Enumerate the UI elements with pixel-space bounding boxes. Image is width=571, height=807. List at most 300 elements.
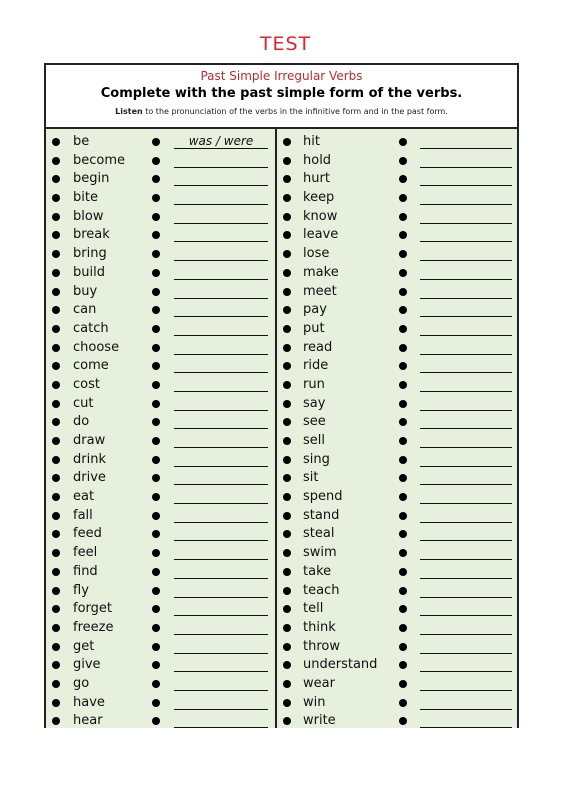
- bullet-icon: [52, 717, 60, 725]
- bullet-icon: [283, 418, 291, 426]
- bullet-icon: [152, 381, 160, 389]
- verb-row: [46, 170, 275, 189]
- bullet-icon: [52, 624, 60, 632]
- past-form-field[interactable]: [420, 339, 512, 355]
- bullet-icon: [283, 213, 291, 221]
- verb-row: [46, 376, 275, 395]
- verb-row: [277, 525, 517, 544]
- worksheet-instruction: Complete with the past simple form of the verbs.: [100, 86, 463, 101]
- bullet-icon: [399, 362, 407, 370]
- left-column: [46, 133, 275, 731]
- bullet-icon: [52, 549, 60, 557]
- verb-row: [277, 208, 517, 227]
- bullet-icon: [399, 175, 407, 183]
- verb-infinitive: sing: [303, 451, 330, 467]
- bullet-icon: [152, 456, 160, 464]
- past-form-field[interactable]: [174, 507, 268, 523]
- past-form-field[interactable]: [174, 469, 268, 485]
- bullet-icon: [283, 512, 291, 520]
- verb-row: [46, 339, 275, 358]
- verb-row: [46, 563, 275, 582]
- bullet-icon: [152, 175, 160, 183]
- verb-row: [277, 189, 517, 208]
- verb-infinitive: say: [303, 395, 326, 411]
- verb-infinitive: become: [73, 152, 126, 168]
- bullet-icon: [399, 194, 407, 202]
- verb-infinitive: draw: [73, 433, 106, 448]
- past-form-field[interactable]: [420, 413, 512, 429]
- bullet-icon: [283, 325, 291, 333]
- bullet-icon: [52, 381, 60, 389]
- bullet-icon: [52, 493, 60, 501]
- verb-row: [277, 152, 517, 171]
- bullet-icon: [399, 138, 407, 146]
- verb-row: [277, 619, 517, 638]
- verb-infinitive: know: [303, 208, 338, 224]
- verb-infinitive: hurt: [303, 171, 330, 187]
- bullet-icon: [283, 493, 291, 501]
- verb-infinitive: cost: [73, 376, 100, 392]
- bullet-icon: [152, 231, 160, 239]
- verb-infinitive: bring: [73, 246, 107, 262]
- bullet-icon: [52, 437, 60, 445]
- past-form-field[interactable]: [420, 600, 512, 616]
- verb-infinitive: swim: [303, 545, 337, 561]
- bullet-icon: [52, 456, 60, 464]
- verb-row: [277, 357, 517, 376]
- past-form-field[interactable]: [420, 656, 512, 672]
- bullet-icon: [52, 605, 60, 613]
- verb-infinitive: forget: [73, 601, 112, 617]
- verb-infinitive: blow: [73, 208, 104, 224]
- past-form-field[interactable]: [420, 133, 512, 149]
- bullet-icon: [399, 437, 407, 445]
- verb-infinitive: stand: [303, 507, 340, 523]
- past-form-field[interactable]: [174, 208, 268, 224]
- bullet-icon: [152, 699, 160, 707]
- verb-row: [277, 376, 517, 395]
- verb-row: [46, 395, 275, 414]
- bullet-icon: [152, 269, 160, 277]
- bullet-icon: [152, 362, 160, 370]
- past-form-field[interactable]: [174, 638, 268, 654]
- verb-row: [277, 488, 517, 507]
- verb-row: [277, 675, 517, 694]
- bullet-icon: [399, 699, 407, 707]
- bullet-icon: [283, 643, 291, 651]
- verb-row: [46, 694, 275, 713]
- verb-row: [277, 638, 517, 657]
- verb-row: [46, 226, 275, 245]
- verb-row: [277, 170, 517, 189]
- bullet-icon: [152, 512, 160, 520]
- past-form-field[interactable]: [420, 264, 512, 280]
- verb-row: [277, 395, 517, 414]
- verb-infinitive: freeze: [73, 619, 114, 635]
- bullet-icon: [399, 474, 407, 482]
- bullet-icon: [283, 456, 291, 464]
- past-form-field[interactable]: [420, 226, 512, 242]
- bullet-icon: [399, 231, 407, 239]
- verb-infinitive: feel: [73, 545, 98, 561]
- past-form-field[interactable]: [174, 582, 268, 598]
- verb-infinitive: understand: [303, 657, 378, 673]
- verb-infinitive: sit: [303, 470, 319, 486]
- bullet-icon: [52, 400, 60, 408]
- verb-row: [46, 208, 275, 227]
- verb-infinitive: ride: [303, 358, 329, 374]
- past-form-field[interactable]: [174, 339, 268, 355]
- bullet-icon: [52, 138, 60, 146]
- past-form-field[interactable]: [174, 283, 268, 299]
- verb-infinitive: tell: [303, 601, 324, 617]
- bullet-icon: [283, 530, 291, 538]
- verb-infinitive: have: [73, 694, 105, 710]
- verb-infinitive: hit: [303, 134, 320, 149]
- bullet-icon: [399, 269, 407, 277]
- verb-infinitive: pay: [303, 302, 327, 318]
- note-bold: Listen: [115, 107, 143, 116]
- verb-infinitive: see: [303, 414, 326, 430]
- past-form-field[interactable]: [174, 694, 268, 710]
- verb-infinitive: teach: [303, 582, 340, 598]
- past-form-field[interactable]: [174, 712, 268, 728]
- verb-row: [46, 320, 275, 339]
- bullet-icon: [399, 661, 407, 669]
- verb-infinitive: do: [73, 414, 90, 430]
- verb-row: [46, 619, 275, 638]
- verb-infinitive: bite: [73, 190, 98, 206]
- page-title: TEST: [259, 33, 312, 55]
- verb-row: [46, 357, 275, 376]
- bullet-icon: [283, 680, 291, 688]
- bullet-icon: [283, 306, 291, 314]
- past-form-field[interactable]: [174, 376, 268, 392]
- bullet-icon: [152, 605, 160, 613]
- verb-row: [46, 283, 275, 302]
- verb-table: [46, 127, 517, 728]
- verb-row: [277, 339, 517, 358]
- verb-infinitive: choose: [73, 339, 120, 355]
- bullet-icon: [283, 344, 291, 352]
- past-form-field[interactable]: [420, 432, 512, 448]
- verb-row: [46, 264, 275, 283]
- bullet-icon: [152, 661, 160, 669]
- bullet-icon: [152, 157, 160, 165]
- verb-infinitive: cut: [73, 395, 94, 411]
- bullet-icon: [52, 306, 60, 314]
- verb-infinitive: begin: [73, 171, 110, 187]
- past-form-field[interactable]: [174, 544, 268, 560]
- bullet-icon: [283, 138, 291, 146]
- bullet-icon: [283, 157, 291, 165]
- verb-row: [277, 264, 517, 283]
- bullet-icon: [283, 661, 291, 669]
- verb-row: [46, 507, 275, 526]
- bullet-icon: [52, 418, 60, 426]
- verb-infinitive: be: [73, 134, 90, 149]
- past-form-field[interactable]: [420, 208, 512, 224]
- bullet-icon: [152, 474, 160, 482]
- bullet-icon: [52, 699, 60, 707]
- past-form-field[interactable]: [174, 189, 268, 205]
- bullet-icon: [52, 568, 60, 576]
- past-form-field[interactable]: [174, 226, 268, 242]
- past-form-field[interactable]: [174, 413, 268, 429]
- verb-infinitive: give: [73, 657, 101, 673]
- verb-row: [277, 413, 517, 432]
- past-form-field[interactable]: [420, 507, 512, 523]
- verb-row: [46, 301, 275, 320]
- past-form-field[interactable]: [420, 301, 512, 317]
- bullet-icon: [152, 288, 160, 296]
- past-form-field[interactable]: [420, 488, 512, 504]
- past-form-field[interactable]: [174, 395, 268, 411]
- past-form-field[interactable]: [420, 170, 512, 186]
- past-form-field[interactable]: [174, 675, 268, 691]
- bullet-icon: [283, 605, 291, 613]
- bullet-icon: [52, 661, 60, 669]
- bullet-icon: [283, 717, 291, 725]
- verb-infinitive: catch: [73, 320, 109, 336]
- verb-infinitive: keep: [303, 190, 335, 206]
- past-form-field[interactable]: [174, 432, 268, 448]
- bullet-icon: [283, 362, 291, 370]
- bullet-icon: [52, 474, 60, 482]
- past-form-field[interactable]: [420, 525, 512, 541]
- bullet-icon: [52, 362, 60, 370]
- bullet-icon: [152, 250, 160, 258]
- past-form-field[interactable]: [174, 600, 268, 616]
- verb-row: [46, 600, 275, 619]
- verb-row: [277, 563, 517, 582]
- verb-row: [277, 507, 517, 526]
- past-form-field[interactable]: [174, 563, 268, 579]
- verb-infinitive: write: [303, 713, 336, 729]
- verb-infinitive: fall: [73, 507, 93, 523]
- bullet-icon: [152, 680, 160, 688]
- past-form-field[interactable]: was / were: [174, 133, 268, 149]
- note-rest: to the pronunciation of the verbs in the infinitive form and in the past form.: [142, 107, 448, 116]
- past-form-field[interactable]: [420, 638, 512, 654]
- verb-row: [277, 133, 517, 152]
- verb-row: [46, 488, 275, 507]
- past-form-field[interactable]: [420, 544, 512, 560]
- verb-row: [46, 432, 275, 451]
- past-form-field[interactable]: [174, 264, 268, 280]
- past-form-field[interactable]: [420, 189, 512, 205]
- verb-infinitive: eat: [73, 489, 95, 505]
- past-form-field[interactable]: [174, 451, 268, 467]
- verb-infinitive: leave: [303, 227, 339, 243]
- bullet-icon: [52, 213, 60, 221]
- bullet-icon: [399, 493, 407, 501]
- bullet-icon: [399, 400, 407, 408]
- past-form-field[interactable]: [174, 656, 268, 672]
- bullet-icon: [152, 530, 160, 538]
- bullet-icon: [152, 493, 160, 501]
- past-form-field[interactable]: [420, 245, 512, 261]
- verb-infinitive: can: [73, 302, 97, 318]
- bullet-icon: [399, 157, 407, 165]
- bullet-icon: [52, 250, 60, 258]
- past-form-field[interactable]: [420, 694, 512, 710]
- bullet-icon: [399, 568, 407, 576]
- bullet-icon: [152, 587, 160, 595]
- past-form-field[interactable]: [420, 451, 512, 467]
- bullet-icon: [152, 418, 160, 426]
- verb-row: [46, 544, 275, 563]
- past-form-field[interactable]: [174, 619, 268, 635]
- verb-infinitive: win: [303, 694, 326, 710]
- past-form-field[interactable]: [420, 619, 512, 635]
- verb-infinitive: throw: [303, 638, 340, 654]
- verb-infinitive: meet: [303, 283, 337, 299]
- bullet-icon: [152, 437, 160, 445]
- bullet-icon: [152, 325, 160, 333]
- bullet-icon: [283, 400, 291, 408]
- bullet-icon: [152, 344, 160, 352]
- verb-infinitive: build: [73, 264, 105, 280]
- bullet-icon: [283, 587, 291, 595]
- verb-infinitive: spend: [303, 489, 343, 505]
- verb-row: [277, 656, 517, 675]
- bullet-icon: [52, 643, 60, 651]
- past-form-field[interactable]: [420, 563, 512, 579]
- verb-infinitive: steal: [303, 526, 335, 542]
- bullet-icon: [283, 474, 291, 482]
- verb-row: [277, 301, 517, 320]
- past-form-field[interactable]: [420, 712, 512, 728]
- bullet-icon: [283, 381, 291, 389]
- verb-row: [277, 694, 517, 713]
- bullet-icon: [152, 194, 160, 202]
- bullet-icon: [52, 157, 60, 165]
- past-form-field[interactable]: [420, 152, 512, 168]
- verb-infinitive: drive: [73, 470, 106, 486]
- worksheet-subtitle: Past Simple Irregular Verbs: [200, 69, 363, 83]
- bullet-icon: [283, 288, 291, 296]
- verb-row: [46, 656, 275, 675]
- past-form-field[interactable]: [174, 301, 268, 317]
- verb-row: [46, 245, 275, 264]
- bullet-icon: [283, 624, 291, 632]
- bullet-icon: [399, 530, 407, 538]
- bullet-icon: [283, 231, 291, 239]
- bullet-icon: [52, 194, 60, 202]
- verb-infinitive: buy: [73, 283, 98, 299]
- verb-row: [46, 133, 275, 152]
- bullet-icon: [152, 138, 160, 146]
- verb-infinitive: sell: [303, 433, 325, 448]
- bullet-icon: [399, 213, 407, 221]
- past-form-field[interactable]: [420, 357, 512, 373]
- bullet-icon: [152, 306, 160, 314]
- verb-infinitive: drink: [73, 451, 106, 467]
- bullet-icon: [152, 643, 160, 651]
- bullet-icon: [52, 530, 60, 538]
- verb-infinitive: make: [303, 264, 339, 280]
- verb-row: [277, 320, 517, 339]
- verb-infinitive: fly: [73, 582, 89, 598]
- verb-infinitive: break: [73, 227, 110, 243]
- verb-infinitive: take: [303, 563, 332, 579]
- past-form-field[interactable]: [174, 357, 268, 373]
- verb-row: [277, 245, 517, 264]
- bullet-icon: [283, 175, 291, 183]
- bullet-icon: [399, 717, 407, 725]
- verb-infinitive: wear: [303, 675, 335, 691]
- past-form-field[interactable]: [174, 525, 268, 541]
- bullet-icon: [399, 549, 407, 557]
- verb-row: [46, 469, 275, 488]
- verb-infinitive: hold: [303, 152, 332, 168]
- bullet-icon: [152, 549, 160, 557]
- verb-row: [277, 226, 517, 245]
- bullet-icon: [52, 680, 60, 688]
- bullet-icon: [283, 549, 291, 557]
- worksheet: [44, 63, 519, 728]
- bullet-icon: [52, 587, 60, 595]
- bullet-icon: [399, 512, 407, 520]
- bullet-icon: [399, 325, 407, 333]
- worksheet-note: [46, 107, 517, 116]
- verb-row: [46, 189, 275, 208]
- past-form-field[interactable]: [420, 320, 512, 336]
- verb-infinitive: run: [303, 376, 325, 392]
- bullet-icon: [152, 568, 160, 576]
- verb-infinitive: read: [303, 339, 333, 355]
- past-form-field[interactable]: [420, 469, 512, 485]
- past-form-field[interactable]: [420, 395, 512, 411]
- verb-row: [277, 451, 517, 470]
- bullet-icon: [399, 250, 407, 258]
- bullet-icon: [399, 306, 407, 314]
- verb-infinitive: come: [73, 358, 109, 374]
- bullet-icon: [152, 213, 160, 221]
- past-form-field[interactable]: [420, 376, 512, 392]
- past-form-field[interactable]: [420, 283, 512, 299]
- verb-row: [277, 432, 517, 451]
- past-form-field[interactable]: [174, 320, 268, 336]
- bullet-icon: [52, 512, 60, 520]
- bullet-icon: [399, 643, 407, 651]
- past-form-field[interactable]: [174, 245, 268, 261]
- bullet-icon: [283, 437, 291, 445]
- verb-row: [277, 582, 517, 601]
- bullet-icon: [399, 624, 407, 632]
- verb-infinitive: hear: [73, 713, 103, 729]
- verb-row: [46, 413, 275, 432]
- past-form-field[interactable]: [420, 675, 512, 691]
- past-form-field[interactable]: [174, 152, 268, 168]
- bullet-icon: [152, 717, 160, 725]
- verb-infinitive: think: [303, 619, 336, 635]
- past-form-field[interactable]: [174, 488, 268, 504]
- bullet-icon: [52, 269, 60, 277]
- verb-row: [277, 283, 517, 302]
- bullet-icon: [52, 175, 60, 183]
- verb-row: [46, 582, 275, 601]
- verb-infinitive: find: [73, 563, 98, 579]
- bullet-icon: [283, 568, 291, 576]
- bullet-icon: [399, 587, 407, 595]
- past-form-field[interactable]: [174, 170, 268, 186]
- worksheet-header: [46, 65, 517, 127]
- past-form-field[interactable]: [420, 582, 512, 598]
- bullet-icon: [52, 231, 60, 239]
- verb-row: [46, 638, 275, 657]
